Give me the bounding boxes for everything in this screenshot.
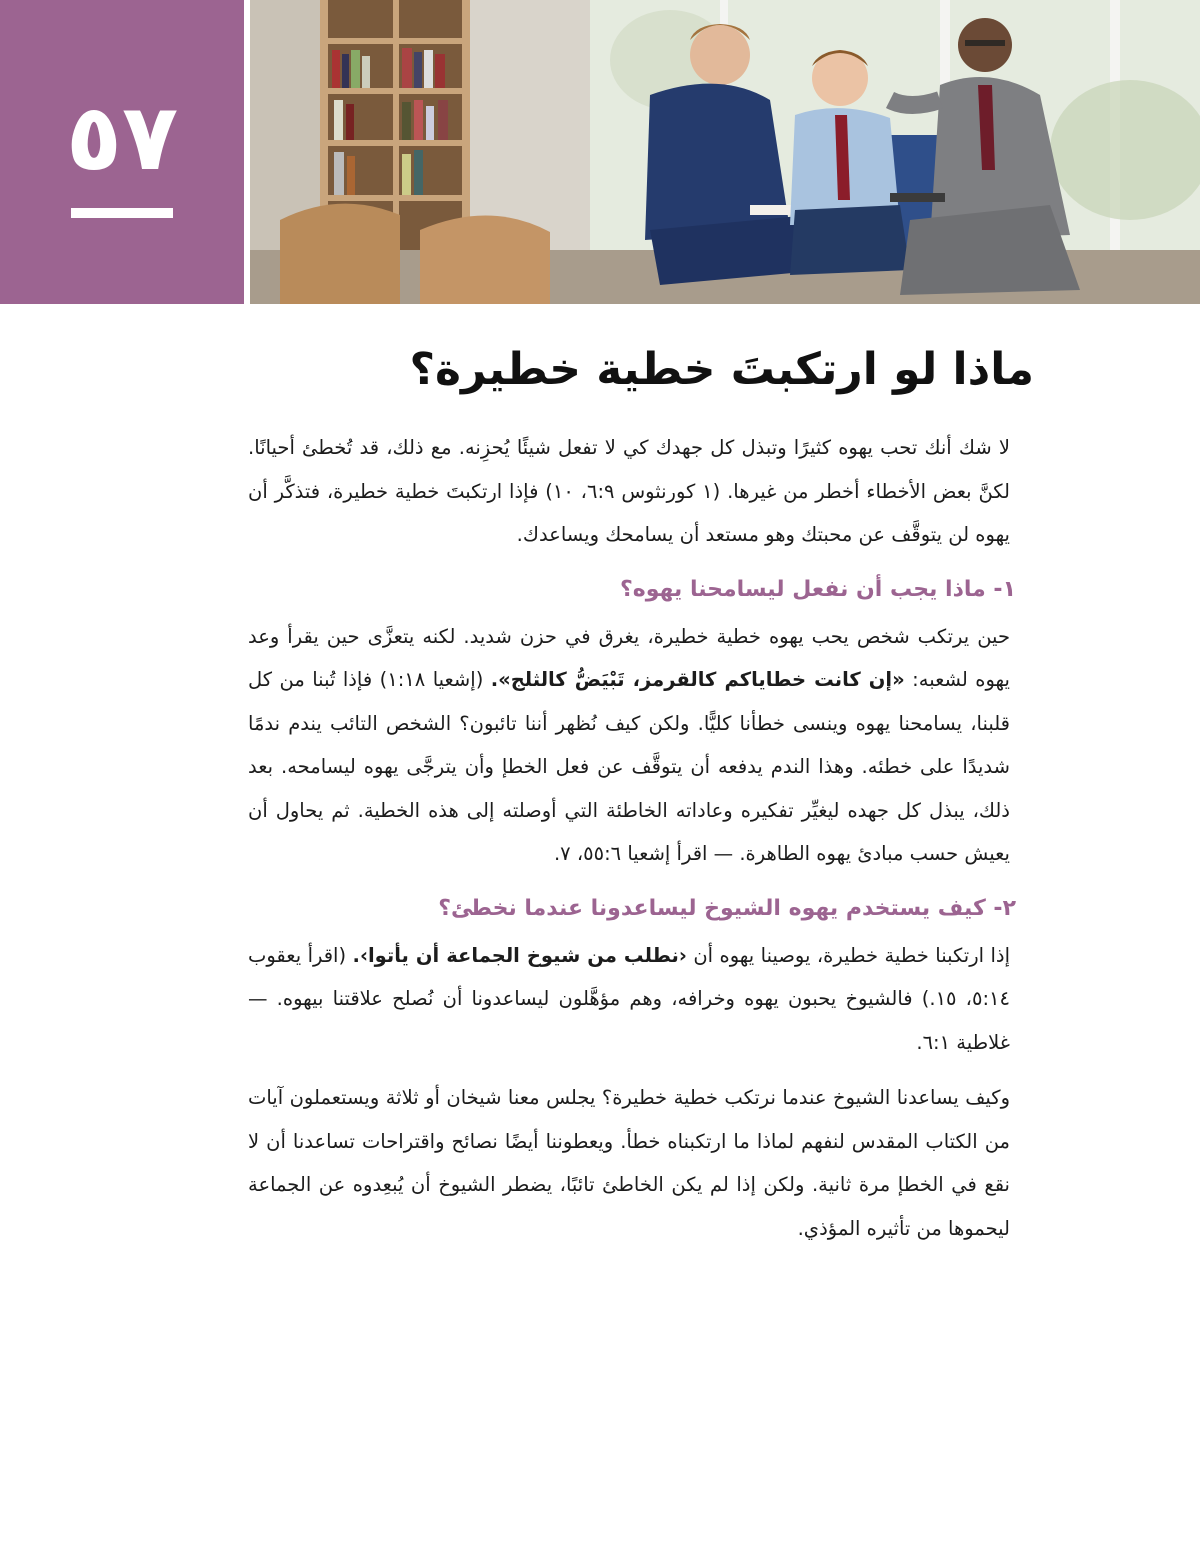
header-photo <box>250 0 1200 304</box>
section-1-paragraph <box>248 615 1010 876</box>
lesson-number: ٥٧ <box>65 84 179 191</box>
section-2-paragraph-1 <box>248 934 1010 1065</box>
page-title: ماذا لو ارتكبتَ خطية خطيرة؟ <box>409 344 1034 395</box>
section-2-paragraph-2: وكيف يساعدنا الشيوخ عندما نرتكب خطية خطيرة؟ يجلس معنا شيخان أو ثلاثة ويستعملون آيات من الكتاب المقدس لنفهم لماذا ما ارتكبناه خطأ. ويعطوننا أيضًا نصائح واقتراحات تساعدنا أن لا نقع في الخطإ مرة ثانية. ولكن إذا لم يكن الخاطئ تائبًا، يضطر الشيوخ أن يُبعِدوه عن الجماعة ليحموها من تأثيره المؤذي. <box>248 1086 1010 1240</box>
paragraph-spacer <box>248 1064 1010 1076</box>
section-1-text-after: (إشعيا ١:١٨) فإذا تُبنا من كل قلبنا، يسامحنا يهوه وينسى خطأنا كليًّا. ولكن كيف نُظهر أننا تائبون؟ الشخص التائب يندم ندمًا شديدًا على خطئه. وهذا الندم يدفعه أن يتوقَّف عن فعل الخطإ وأن يترجَّى يهوه ليسامحه. بعد ذلك، يبذل كل جهده ليغيِّر تفكيره وعاداته الخاطئة التي أوصلته إلى هذه الخطية. ثم يحاول أن يعيش حسب مبادئ يهوه الطاهرة. — اقرأ إشعيا ٥٥:٦، ٧. <box>248 668 1010 865</box>
section-1-text-before: حين يرتكب شخص يحب يهوه خطية خطيرة، يغرق في حزن شديد. لكنه يتعزَّى حين يقرأ وعد يهوه لشعبه: <box>248 624 1010 691</box>
section-2-bold-quote: ‹نطلب من شيوخ الجماعة أن يأتوا›. <box>352 943 687 967</box>
lesson-number-box <box>0 0 244 304</box>
section-1-heading: ١- ماذا يجب أن نفعل ليسامحنا يهوه؟ <box>619 576 1016 602</box>
section-2-text-before: إذا ارتكبنا خطية خطيرة، يوصينا يهوه أن <box>686 943 1010 967</box>
section-2-heading: ٢- كيف يستخدم يهوه الشيوخ ليساعدونا عندما نخطئ؟ <box>438 895 1016 921</box>
section-2-text-after: (اقرأ يعقوب ٥:١٤، ١٥.) فالشيوخ يحبون يهوه وخرافه، وهم مؤهَّلون ليساعدونا أن نُصلح علاقتنا بيهوه. — غلاطية ٦:١. <box>248 943 1010 1054</box>
section-1-bold-quote: «إن كانت خطاياكم كالقرمز، تَبْيَضُّ كالثلج». <box>490 668 905 691</box>
lesson-number-underline <box>71 208 173 218</box>
photo-elders-comforting-man <box>250 0 1200 304</box>
intro-paragraph: لا شك أنك تحب يهوه كثيرًا وتبذل كل جهدك كي لا تفعل شيئًا يُحزِنه. مع ذلك، قد تُخطئ أحيانًا. لكنَّ بعض الأخطاء أخطر من غيرها. (١ كورنثوس ٦:٩، ١٠) فإذا ارتكبتَ خطية خطيرة، فتذكَّر أن يهوه لن يتوقَّف عن محبتك وهو مستعد أن يسامحك ويساعدك. <box>248 436 1011 546</box>
lesson-content <box>248 326 1034 1250</box>
